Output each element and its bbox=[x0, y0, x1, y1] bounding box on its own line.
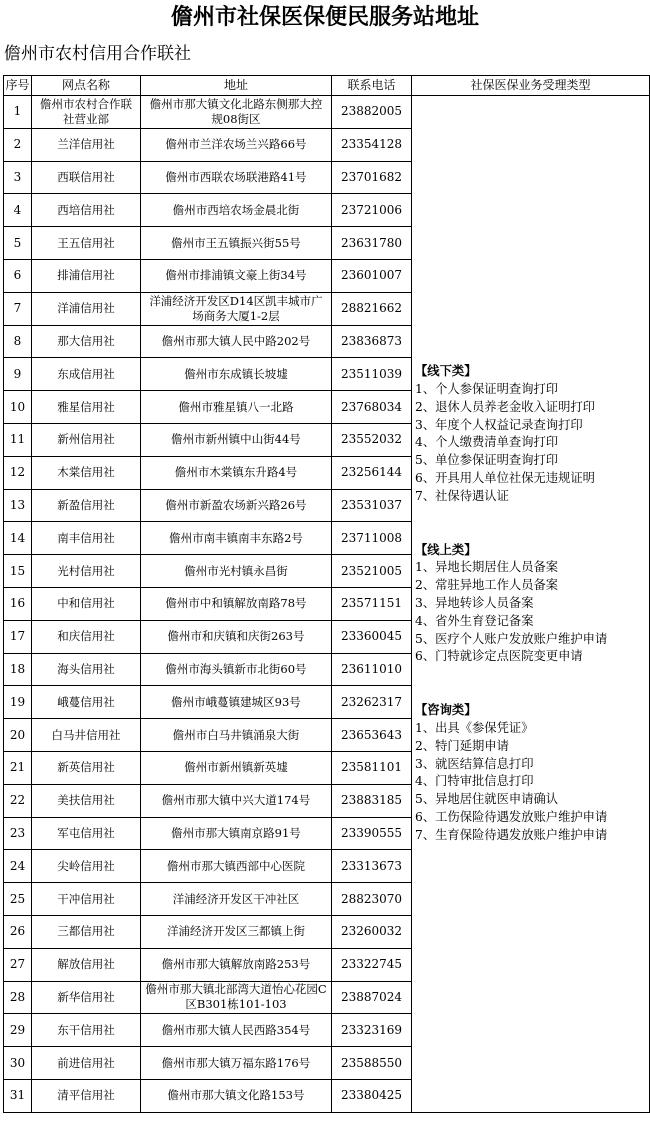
branch-name: 王五信用社 bbox=[32, 227, 141, 260]
row-number: 22 bbox=[4, 784, 32, 817]
branch-phone: 23354128 bbox=[332, 128, 412, 161]
services-item: 4、个人缴费清单查询打印 bbox=[415, 435, 559, 450]
row-number: 16 bbox=[4, 587, 32, 620]
branch-name: 前进信用社 bbox=[32, 1047, 141, 1080]
branch-name: 和庆信用社 bbox=[32, 620, 141, 653]
row-number: 8 bbox=[4, 325, 32, 358]
branch-name: 尖岭信用社 bbox=[32, 850, 141, 883]
services-item: 3、年度个人权益记录查询打印 bbox=[415, 417, 583, 432]
branch-phone: 23601007 bbox=[332, 259, 412, 292]
branch-name: 兰洋信用社 bbox=[32, 128, 141, 161]
services-item: 6、开具用人单位社保无违规证明 bbox=[415, 470, 595, 485]
branch-address: 儋州市那大镇西部中心医院 bbox=[141, 850, 332, 883]
branch-address: 儋州市那大镇人民中路202号 bbox=[141, 325, 332, 358]
branch-address: 儋州市那大镇人民西路354号 bbox=[141, 1014, 332, 1047]
branch-phone: 23883185 bbox=[332, 784, 412, 817]
branch-name: 南丰信用社 bbox=[32, 522, 141, 555]
branch-phone: 23711008 bbox=[332, 522, 412, 555]
branch-name: 峨蔓信用社 bbox=[32, 686, 141, 719]
services-item: 2、退休人员养老金收入证明打印 bbox=[415, 399, 595, 414]
branch-name: 军屯信用社 bbox=[32, 817, 141, 850]
services-item: 2、常驻异地工作人员备案 bbox=[415, 578, 559, 593]
row-number: 15 bbox=[4, 555, 32, 588]
branch-name: 新州信用社 bbox=[32, 423, 141, 456]
branch-address: 儋州市峨蔓镇建城区93号 bbox=[141, 686, 332, 719]
services-item: 2、特门延期申请 bbox=[415, 738, 509, 753]
branch-address: 儋州市和庆镇和庆街263号 bbox=[141, 620, 332, 653]
services-item: 1、个人参保证明查询打印 bbox=[415, 381, 559, 396]
header-services: 社保医保业务受理类型 bbox=[412, 76, 650, 96]
header-address: 地址 bbox=[141, 76, 332, 96]
row-number: 13 bbox=[4, 489, 32, 522]
branch-phone: 23552032 bbox=[332, 423, 412, 456]
branch-name: 美扶信用社 bbox=[32, 784, 141, 817]
branch-address: 洋浦经济开发区D14区凯丰城市广场商务大厦1-2层 bbox=[141, 292, 332, 325]
services-gap bbox=[415, 506, 649, 542]
branch-name: 清平信用社 bbox=[32, 1079, 141, 1112]
row-number: 28 bbox=[4, 981, 32, 1014]
branch-address: 洋浦经济开发区干冲社区 bbox=[141, 883, 332, 916]
services-item: 7、社保待遇认证 bbox=[415, 488, 509, 503]
header-no: 序号 bbox=[4, 76, 32, 96]
page-title: 儋州市社保医保便民服务站地址 bbox=[170, 5, 479, 30]
row-number: 30 bbox=[4, 1047, 32, 1080]
branch-phone: 23323169 bbox=[332, 1014, 412, 1047]
table-row bbox=[4, 96, 650, 129]
branch-address: 儋州市那大镇文化路153号 bbox=[141, 1079, 332, 1112]
branch-address: 儋州市新州镇中山街44号 bbox=[141, 423, 332, 456]
row-number: 20 bbox=[4, 719, 32, 752]
services-item: 5、单位参保证明查询打印 bbox=[415, 453, 559, 468]
services-item: 5、异地居住就医申请确认 bbox=[415, 792, 559, 807]
row-number: 29 bbox=[4, 1014, 32, 1047]
branch-address: 儋州市木棠镇东升路4号 bbox=[141, 456, 332, 489]
table-header-row bbox=[4, 76, 650, 96]
table-body bbox=[4, 96, 650, 1113]
station-table bbox=[3, 75, 650, 1113]
branch-phone: 23531037 bbox=[332, 489, 412, 522]
services-group-heading: 【线上类】 bbox=[415, 542, 477, 557]
branch-address: 儋州市排浦镇文豪上街34号 bbox=[141, 259, 332, 292]
branch-name: 三都信用社 bbox=[32, 915, 141, 948]
branch-phone: 23260032 bbox=[332, 915, 412, 948]
row-number: 14 bbox=[4, 522, 32, 555]
branch-phone: 23322745 bbox=[332, 948, 412, 981]
branch-address: 洋浦经济开发区三都镇上街 bbox=[141, 915, 332, 948]
branch-name: 白马井信用社 bbox=[32, 719, 141, 752]
services-item: 4、门特审批信息打印 bbox=[415, 774, 534, 789]
branch-address: 儋州市王五镇振兴街55号 bbox=[141, 227, 332, 260]
row-number: 10 bbox=[4, 391, 32, 424]
branch-address: 儋州市西培农场金晨北街 bbox=[141, 194, 332, 227]
row-number: 1 bbox=[4, 96, 32, 129]
branch-phone: 28823070 bbox=[332, 883, 412, 916]
branch-phone: 23313673 bbox=[332, 850, 412, 883]
services-group bbox=[415, 702, 649, 844]
row-number: 5 bbox=[4, 227, 32, 260]
row-number: 17 bbox=[4, 620, 32, 653]
services-group-heading: 【线下类】 bbox=[415, 364, 477, 379]
branch-phone: 23360045 bbox=[332, 620, 412, 653]
branch-address: 儋州市光村镇永昌街 bbox=[141, 555, 332, 588]
services-group bbox=[415, 363, 649, 505]
services-group bbox=[415, 542, 649, 667]
branch-phone: 23887024 bbox=[332, 981, 412, 1014]
row-number: 2 bbox=[4, 128, 32, 161]
branch-name: 新盈信用社 bbox=[32, 489, 141, 522]
branch-name: 雅星信用社 bbox=[32, 391, 141, 424]
branch-name: 干冲信用社 bbox=[32, 883, 141, 916]
services-gap bbox=[415, 666, 649, 702]
branch-name: 新英信用社 bbox=[32, 751, 141, 784]
branch-address: 儋州市那大镇万福东路176号 bbox=[141, 1047, 332, 1080]
branch-address: 儋州市那大镇解放南路253号 bbox=[141, 948, 332, 981]
branch-address: 儋州市那大镇南京路91号 bbox=[141, 817, 332, 850]
row-number: 7 bbox=[4, 292, 32, 325]
branch-address: 儋州市新州镇新英墟 bbox=[141, 751, 332, 784]
services-item: 6、工伤保险待遇发放账户维护申请 bbox=[415, 809, 608, 824]
branch-name: 儋州市农村合作联社营业部 bbox=[32, 96, 141, 129]
branch-phone: 28821662 bbox=[332, 292, 412, 325]
branch-name: 那大信用社 bbox=[32, 325, 141, 358]
branch-address: 儋州市海头镇新市北街60号 bbox=[141, 653, 332, 686]
branch-name: 海头信用社 bbox=[32, 653, 141, 686]
services-group-heading: 【咨询类】 bbox=[415, 703, 477, 718]
branch-phone: 23511039 bbox=[332, 358, 412, 391]
branch-phone: 23882005 bbox=[332, 96, 412, 129]
row-number: 27 bbox=[4, 948, 32, 981]
branch-name: 西培信用社 bbox=[32, 194, 141, 227]
branch-phone: 23588550 bbox=[332, 1047, 412, 1080]
row-number: 4 bbox=[4, 194, 32, 227]
branch-phone: 23256144 bbox=[332, 456, 412, 489]
branch-name: 解放信用社 bbox=[32, 948, 141, 981]
branch-address: 儋州市那大镇北部湾大道怡心花园C区B301栋101-103 bbox=[141, 981, 332, 1014]
row-number: 25 bbox=[4, 883, 32, 916]
branch-address: 儋州市那大镇文化北路东侧那大控规08街区 bbox=[141, 96, 332, 129]
branch-phone: 23390555 bbox=[332, 817, 412, 850]
row-number: 11 bbox=[4, 423, 32, 456]
branch-phone: 23581101 bbox=[332, 751, 412, 784]
branch-phone: 23521005 bbox=[332, 555, 412, 588]
branch-address: 儋州市兰洋农场兰兴路66号 bbox=[141, 128, 332, 161]
branch-address: 儋州市东成镇长坡墟 bbox=[141, 358, 332, 391]
branch-address: 儋州市雅星镇八一北路 bbox=[141, 391, 332, 424]
branch-phone: 23262317 bbox=[332, 686, 412, 719]
services-item: 1、异地长期居住人员备案 bbox=[415, 560, 559, 575]
row-number: 26 bbox=[4, 915, 32, 948]
row-number: 18 bbox=[4, 653, 32, 686]
services-item: 3、就医结算信息打印 bbox=[415, 756, 534, 771]
branch-name: 西联信用社 bbox=[32, 161, 141, 194]
row-number: 21 bbox=[4, 751, 32, 784]
services-item: 1、出具《参保凭证》 bbox=[415, 720, 534, 735]
row-number: 6 bbox=[4, 259, 32, 292]
branch-name: 排浦信用社 bbox=[32, 259, 141, 292]
branch-phone: 23721006 bbox=[332, 194, 412, 227]
branch-address: 儋州市中和镇解放南路78号 bbox=[141, 587, 332, 620]
branch-name: 新华信用社 bbox=[32, 981, 141, 1014]
branch-name: 中和信用社 bbox=[32, 587, 141, 620]
branch-phone: 23836873 bbox=[332, 325, 412, 358]
branch-address: 儋州市南丰镇南丰东路2号 bbox=[141, 522, 332, 555]
branch-address: 儋州市白马井镇涌泉大街 bbox=[141, 719, 332, 752]
row-number: 3 bbox=[4, 161, 32, 194]
row-number: 31 bbox=[4, 1079, 32, 1112]
header-name: 网点名称 bbox=[32, 76, 141, 96]
branch-name: 东干信用社 bbox=[32, 1014, 141, 1047]
services-item: 6、门特就诊定点医院变更申请 bbox=[415, 649, 583, 664]
row-number: 23 bbox=[4, 817, 32, 850]
services-item: 5、医疗个人账户发放账户维护申请 bbox=[415, 631, 608, 646]
services-item: 4、省外生育登记备案 bbox=[415, 613, 534, 628]
branch-phone: 23380425 bbox=[332, 1079, 412, 1112]
branch-address: 儋州市新盈农场新兴路26号 bbox=[141, 489, 332, 522]
branch-phone: 23571151 bbox=[332, 587, 412, 620]
branch-name: 光村信用社 bbox=[32, 555, 141, 588]
services-item: 3、异地转诊人员备案 bbox=[415, 595, 534, 610]
branch-address: 儋州市西联农场联港路41号 bbox=[141, 161, 332, 194]
branch-phone: 23768034 bbox=[332, 391, 412, 424]
branch-name: 木棠信用社 bbox=[32, 456, 141, 489]
branch-address: 儋州市那大镇中兴大道174号 bbox=[141, 784, 332, 817]
branch-phone: 23631780 bbox=[332, 227, 412, 260]
row-number: 19 bbox=[4, 686, 32, 719]
row-number: 12 bbox=[4, 456, 32, 489]
branch-name: 洋浦信用社 bbox=[32, 292, 141, 325]
services-item: 7、生育保险待遇发放账户维护申请 bbox=[415, 827, 608, 842]
branch-phone: 23701682 bbox=[332, 161, 412, 194]
branch-name: 东成信用社 bbox=[32, 358, 141, 391]
section-subtitle: 儋州市农村信用合作联社 bbox=[4, 44, 191, 64]
services-cell bbox=[412, 96, 650, 1113]
header-phone: 联系电话 bbox=[332, 76, 412, 96]
branch-phone: 23653643 bbox=[332, 719, 412, 752]
branch-phone: 23611010 bbox=[332, 653, 412, 686]
row-number: 9 bbox=[4, 358, 32, 391]
row-number: 24 bbox=[4, 850, 32, 883]
